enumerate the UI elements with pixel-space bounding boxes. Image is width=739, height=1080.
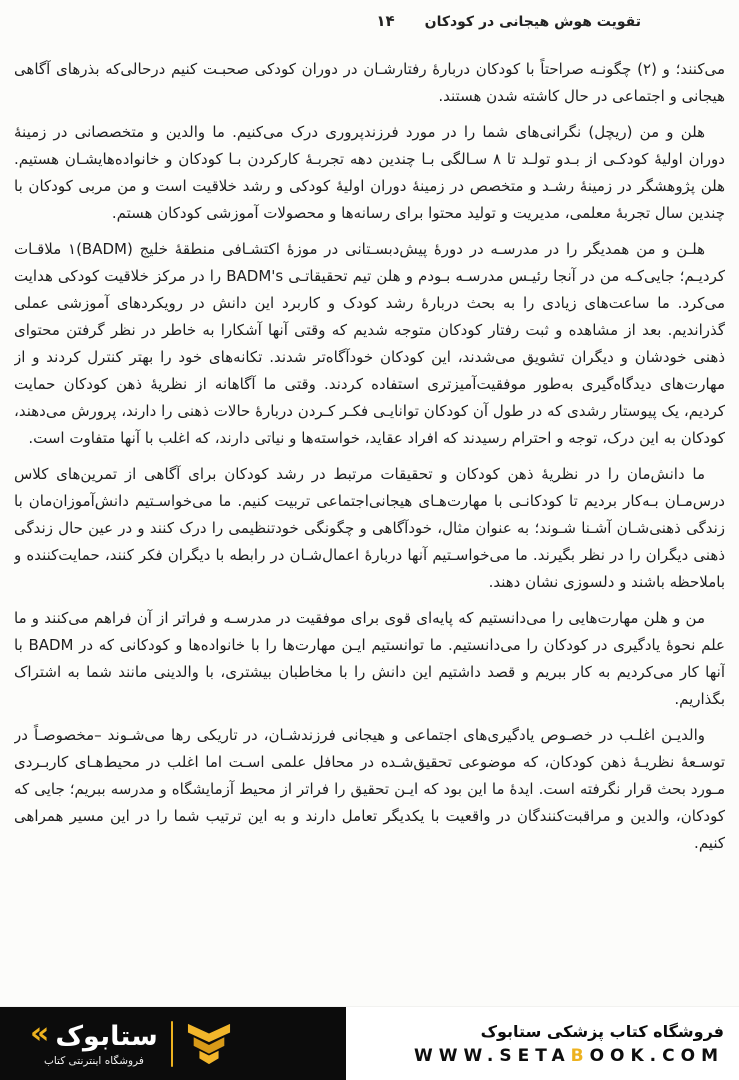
logo-tagline: فروشگاه اینترنتی کتاب xyxy=(43,1054,144,1067)
page-number: ۱۴ xyxy=(376,12,395,30)
website-url xyxy=(414,1046,724,1066)
running-header xyxy=(376,12,641,30)
footer-text-block xyxy=(346,1007,739,1080)
paragraph: هلن و من (ریچل) نگرانی‌های شما را در مورد فرزندپروری درک می‌کنیم. ما والدین و متخصصانی در زمینهٔ دوران اولیهٔ کودکـی از بـدو تولـد تا ۸ سـالگی بـا چندین دهه تجربـهٔ کارکردن بـا کودکان و خانواده‌هایشـان هستیم. هلن پژوهشگر در زمینهٔ رشـد و متخصص در زمینهٔ دوران اولیهٔ کودکی و رشد خلاقیت است و من مربی کودکان با چندین سال تجربهٔ معلمی، مدیریت و تولید محتوا برای رسانه‌ها و محصولات آموزشی کودکان هستم. xyxy=(14,123,725,222)
setabook-logo-block xyxy=(0,1007,346,1080)
paragraph: من و هلن مهارت‌هایی را می‌دانستیم که پایه‌ای قوی برای موفقیت در مدرسـه و فراتر از آن فراهم می‌کنند و ما علم نحوهٔ یادگیری در کودکان را می‌دانستیم. ما توانستیم ایـن مهارت‌ها را با خانواده‌ها و کودکانی که در BADM با آنها کار می‌کردیم به کار ببریم و قصد داشتیم این دانش را با مخاطبان بیشتری، با والدینی مانند شما به اشتراک بگذاریم. xyxy=(14,609,725,708)
logo-wordmark: ستابوک xyxy=(55,1020,158,1052)
website-url-prefix: WWW.SETA xyxy=(414,1045,571,1066)
paragraph: ما دانش‌مان را در نظریهٔ ذهن کودکان و تحقیقات مرتبط در رشد کودکان برای آگاهی از تمرین‌های کلاس درس‌مـان بـه‌کار بردیم تا کودکانـی با مهارت‌هـای هیجانی‌اجتماعی تربیت کنیم. ما می‌خواسـتیم دانش‌آموزان‌مان با زندگی ذهنی‌شـان آشـنا شـوند؛ به عنوان مثال، خودآگاهی و چگونگی خودتنظیمی را درک کنند و در عین حال زندگی ذهنی دیگران را در نظر بگیرند. ما می‌خواسـتیم آنها دربارهٔ اعمال‌شـان در رابطه با دیگران فکر کنند، حمایت‌کننده و باملاحظه باشند و دلسوزی نشان دهند. xyxy=(14,465,725,591)
double-chevron-icon: « xyxy=(30,1016,50,1051)
paragraph: والدیـن اغلـب در خصـوص یادگیری‌های اجتماعی و هیجانی فرزندشـان، در تاریکی رها می‌شـوند –مخصوصـاً در توسـعهٔ نظریـهٔ ذهن کودکان، که موضوعی تحقیق‌شـده در محافل علمی اسـت اما اغلب در محیط‌هـای کاربـردی مـورد بحث قرار نگرفته است. ایدهٔ ما این بود که ایـن تحقیق را فراتر از محیط آزمایشگاه و مدرسه ببریم؛ جایی که کودکان، والدین و مراقبت‌کنندگان در واقعیت با یکدیگر تعامل دارند و به این ترتیب شما را در این مسیر همراهی کنیم. xyxy=(14,726,725,852)
footer-banner xyxy=(0,1007,739,1080)
logo-divider xyxy=(171,1021,173,1067)
setabook-triangle-icon xyxy=(186,1022,232,1066)
logo-text-group xyxy=(30,1016,158,1067)
logo-word-row xyxy=(30,1016,158,1052)
book-title: تقویت هوش هیجانی در کودکان xyxy=(424,14,641,30)
website-url-suffix: OOK.COM xyxy=(589,1045,724,1066)
website-url-highlight: B xyxy=(570,1045,590,1066)
store-name: فروشگاه کتاب پزشکی ستابوک xyxy=(480,1021,724,1041)
paragraph: هلـن و من همدیگر را در مدرسـه در دورهٔ پیش‌دبسـتانی در موزهٔ اکتشـافی منطقهٔ خلیج (BADM)۱ ملاقـات کردیـم؛ جایی‌کـه من در آنجا رئیـس مدرسـه بـودم و هلن تیم تحقیقاتـی BADM's را در مرکز خلاقیت کودکی هدایت می‌کرد. ما ساعت‌های زیادی را به بحث دربارهٔ رشد کودک و کاربرد این دانش در رویکردهای آموزشی عملی گذراندیم. بعد از مشاهده و ثبت رفتار کودکان متوجه شدیم که وقتی آنها آشکارا به خاطر در نظر گرفتن محتوای ذهنی خودشان و دیگران تشویق می‌شدند، این کودکان خودآگاه‌تر شدند. تکانه‌های خود را بهتر کنترل کردند و از مهارت‌های دیدگاه‌گیری به‌طور موفقیت‌آمیزتری استفاده کردند. وقتی ما آگاهانه از نظریهٔ ذهن کودکان حمایت کردیم، یک پیوستار رشدی که در طول آن کودکان توانایـی فکـر کـردن دربارهٔ حالات ذهنی را دارند، پرورش می‌دهند، کودکان به این درک، توجه و احترام رسیدند که افراد عقاید، خواسته‌ها و نیاتی دارند، که اغلب با آنها متفاوت است. xyxy=(14,240,725,447)
paragraph: می‌کنند؛ و (۲) چگونـه صراحتاً با کودکان دربارهٔ رفتارشـان در دوران کودکی صحبـت کنیم درحالی‌که بذرهای آگاهی هیجانی و اجتماعی در حال کاشته شدن هستند. xyxy=(14,60,725,105)
page-body xyxy=(14,56,725,1080)
